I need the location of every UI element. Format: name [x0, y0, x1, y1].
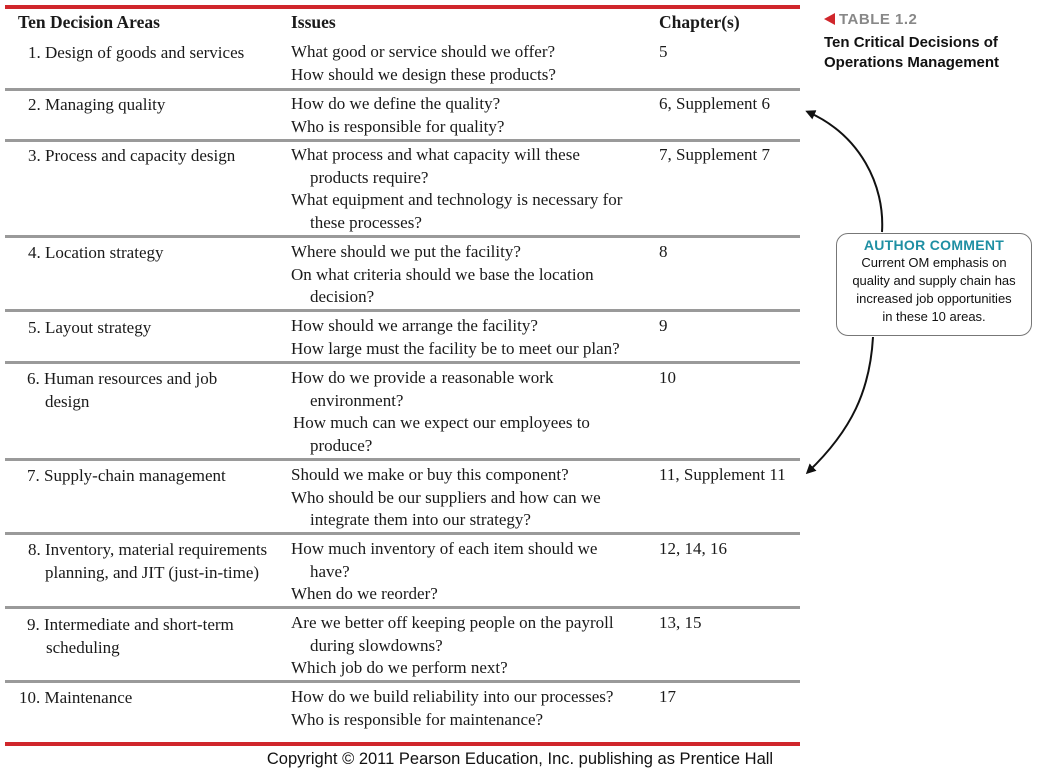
area-text: 1. Design of goods and services — [28, 43, 245, 62]
table-row-chapters: 12, 14, 16 — [659, 539, 727, 558]
header-chapters: Chapter(s) — [659, 12, 740, 32]
header-decision-areas: Ten Decision Areas — [18, 12, 160, 32]
issue-text: How should we arrange the facility? — [291, 316, 538, 335]
issue-text: Where should we put the facility? — [291, 242, 521, 261]
area-text: 8. Inventory, material requirements — [28, 540, 268, 559]
issue-text: have? — [310, 561, 350, 581]
area-text: 7. Supply-chain management — [27, 466, 226, 485]
issue-text: On what criteria should we base the location — [291, 264, 594, 284]
arrow-to-supply-chain — [808, 337, 873, 472]
issue-text: How should we design these products? — [291, 64, 556, 84]
author-comment-line: quality and supply chain has — [852, 273, 1016, 288]
author-comment-heading: AUTHOR COMMENT — [863, 237, 1005, 253]
issue-text: Are we better off keeping people on the payroll — [291, 613, 614, 632]
issue-text: integrate them into our strategy? — [310, 510, 531, 530]
author-comment-text — [837, 254, 1031, 326]
table-row-chapters: 17 — [659, 687, 676, 706]
table-row-chapters: 8 — [659, 242, 668, 261]
author-comment-line: Current OM emphasis on — [861, 255, 1007, 270]
area-text: 4. Location strategy — [28, 243, 164, 262]
issue-text: during slowdowns? — [310, 635, 443, 655]
table-row-chapters: 13, 15 — [659, 613, 702, 632]
table-row-chapters: 5 — [659, 42, 668, 61]
area-text: 3. Process and capacity design — [28, 146, 236, 165]
caption-label: TABLE 1.2 — [839, 11, 918, 28]
issue-text: How large must the facility be to meet our plan? — [291, 338, 620, 358]
area-text: 5. Layout strategy — [28, 318, 152, 337]
issue-text: products require? — [310, 167, 429, 187]
area-text: scheduling — [46, 637, 120, 657]
issue-text: Who is responsible for maintenance? — [291, 709, 544, 729]
issue-text: What process and what capacity will these — [291, 145, 580, 164]
area-text: planning, and JIT (just-in-time) — [45, 562, 260, 582]
table-row-chapters: 6, Supplement 6 — [659, 94, 770, 113]
issue-text: How do we build reliability into our processes? — [291, 687, 614, 706]
author-comment-line: increased job opportunities — [856, 291, 1012, 306]
issue-text: How much can we expect our employees to — [293, 413, 590, 433]
table-row-chapters: 9 — [659, 316, 668, 335]
issue-text: What good or service should we offer? — [291, 42, 556, 61]
issue-text: When do we reorder? — [291, 584, 438, 604]
header-issues: Issues — [291, 12, 336, 32]
issue-text: produce? — [310, 436, 373, 456]
issue-text: Which job do we perform next? — [291, 658, 508, 678]
author-comment-line: in these 10 areas. — [882, 309, 986, 324]
issue-text: Who is responsible for quality? — [291, 116, 505, 136]
area-text: design — [45, 391, 90, 411]
issue-text: How do we define the quality? — [291, 94, 501, 113]
issue-text: What equipment and technology is necessary for — [291, 190, 623, 210]
issue-text: Should we make or buy this component? — [291, 465, 569, 484]
caption-title-line: Operations Management — [824, 54, 1000, 71]
area-text: 10. Maintenance — [19, 688, 133, 707]
caption-title-line: Ten Critical Decisions of — [824, 34, 998, 51]
issue-text: environment? — [310, 390, 404, 410]
table-row-chapters: 11, Supplement 11 — [659, 465, 786, 484]
issue-text: these processes? — [310, 213, 422, 233]
area-text: 2. Managing quality — [28, 95, 166, 114]
area-text: 9. Intermediate and short-term — [27, 615, 234, 634]
author-comment-box — [836, 233, 1032, 336]
arrow-to-quality — [808, 112, 882, 232]
copyright-footer: Copyright © 2011 Pearson Education, Inc. publishing as Prentice Hall — [266, 750, 774, 768]
table-row-chapters: 7, Supplement 7 — [659, 145, 770, 164]
table-row-chapters: 10 — [659, 368, 676, 387]
issue-text: Who should be our suppliers and how can we — [291, 487, 601, 507]
issue-text: decision? — [310, 287, 375, 307]
issue-text: How much inventory of each item should we — [291, 539, 598, 558]
issue-text: How do we provide a reasonable work — [291, 368, 554, 387]
area-text: 6. Human resources and job — [27, 369, 218, 388]
